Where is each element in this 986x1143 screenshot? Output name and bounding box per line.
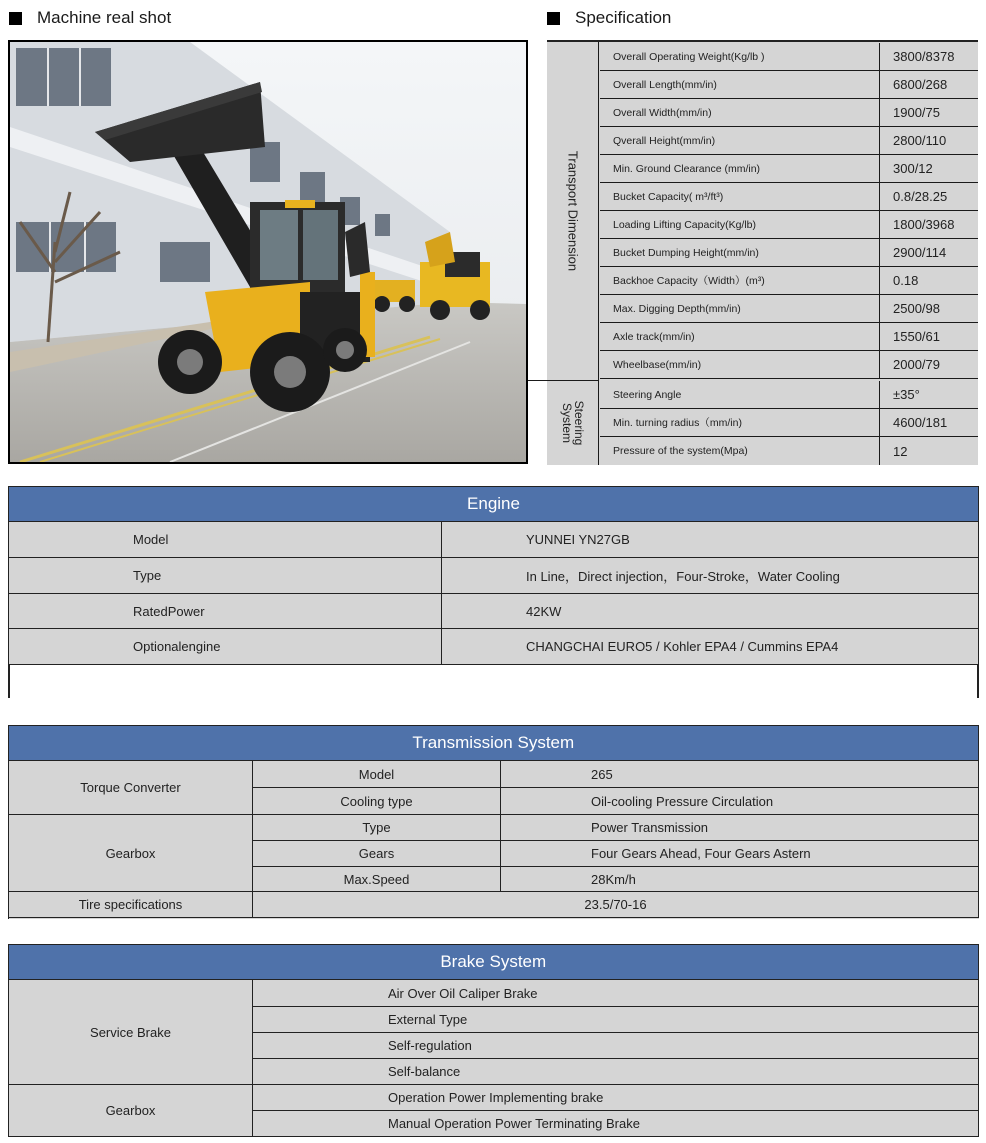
brake-item: Self-balance	[253, 1059, 979, 1085]
spec-value: 12	[893, 443, 908, 459]
brake-item: Manual Operation Power Terminating Brake	[253, 1111, 979, 1137]
spec-key: Min. Ground Clearance (mm/in)	[600, 155, 880, 182]
square-bullet-icon	[547, 12, 560, 25]
engine-left-rule	[8, 665, 10, 698]
transmission-key: Gears	[253, 841, 501, 867]
spec-value: 2000/79	[893, 357, 940, 372]
gearbox-label: Gearbox	[9, 815, 253, 892]
engine-key: Optionalengine	[8, 629, 442, 665]
spec-key: Bucket Capacity( m³/ft³)	[600, 183, 880, 210]
spec-key: Backhoe Capacity（Width）(m³)	[600, 267, 880, 294]
group-label: Transport Dimension	[565, 150, 580, 272]
spec-key: Overall Width(mm/in)	[600, 99, 880, 126]
engine-table	[8, 486, 979, 698]
spec-key: Qverall Height(mm/in)	[600, 127, 880, 154]
engine-key: Type	[8, 558, 442, 594]
spec-value: 6800/268	[893, 77, 948, 92]
transmission-value: Oil-cooling Pressure Circulation	[501, 788, 979, 815]
spec-value: 2900/114	[893, 245, 947, 260]
brake-gearbox-label: Gearbox	[9, 1085, 253, 1137]
spec-key: Pressure of the system(Mpa)	[600, 437, 880, 465]
brake-header: Brake System	[8, 944, 980, 980]
engine-key: Model	[8, 522, 442, 558]
tire-value: 23.5/70-16	[253, 892, 979, 918]
square-bullet-icon	[9, 12, 22, 25]
spec-value: 1900/75	[893, 105, 940, 120]
spec-row	[600, 437, 978, 465]
spec-key: Overall Operating Weight(Kg/lb )	[600, 43, 880, 70]
spec-value: 0.18	[893, 273, 919, 288]
group-divider	[528, 380, 599, 381]
steering-system-group	[547, 380, 599, 465]
machine-shot-heading	[9, 7, 171, 29]
transmission-value: 28Km/h	[501, 867, 979, 892]
spec-key: Max. Digging Depth(mm/in)	[600, 295, 880, 322]
spec-row	[600, 43, 978, 71]
engine-header: Engine	[8, 486, 979, 522]
spec-value: 2500/98	[893, 301, 940, 316]
spec-value: 3800/8378	[893, 49, 955, 64]
spec-row	[600, 409, 978, 437]
spec-key: Overall Length(mm/in)	[600, 71, 880, 98]
spec-value: 300/12	[893, 161, 933, 176]
transmission-key: Max.Speed	[253, 867, 501, 892]
engine-value: CHANGCHAI EURO5 / Kohler EPA4 / Cummins EPA4	[442, 629, 979, 665]
brake-item: External Type	[253, 1007, 979, 1033]
spec-row	[600, 295, 978, 323]
machine-photo	[8, 40, 528, 464]
group-label: Steering System	[559, 400, 586, 445]
spec-value: 0.8/28.25	[893, 189, 948, 204]
engine-key: RatedPower	[8, 594, 442, 629]
brake-item: Operation Power Implementing brake	[253, 1085, 979, 1111]
transmission-key: Cooling type	[253, 788, 501, 815]
transmission-key: Type	[253, 815, 501, 841]
spec-value: 2800/110	[893, 133, 947, 148]
specification-table	[547, 40, 978, 465]
spec-row	[600, 267, 978, 295]
spec-key: Steering Angle	[600, 381, 880, 408]
spec-row	[600, 351, 978, 379]
spec-row	[600, 71, 978, 99]
spec-row	[600, 239, 978, 267]
transmission-value: Power Transmission	[501, 815, 979, 841]
brake-table	[8, 944, 979, 1137]
engine-right-rule	[977, 665, 979, 698]
heading-text: Specification	[575, 8, 672, 27]
transmission-value: 265	[501, 761, 979, 788]
transmission-table	[8, 725, 979, 919]
spec-value: 1800/3968	[893, 217, 955, 232]
spec-key: Axle track(mm/in)	[600, 323, 880, 350]
spec-row	[600, 323, 978, 351]
spec-row	[600, 381, 978, 409]
spec-row	[600, 211, 978, 239]
engine-value: 42KW	[442, 594, 979, 629]
brake-item: Air Over Oil Caliper Brake	[253, 980, 979, 1007]
spec-key: Min. turning radius（mm/in)	[600, 409, 880, 436]
spec-key: Bucket Dumping Height(mm/in)	[600, 239, 880, 266]
engine-value: YUNNEI YN27GB	[442, 522, 979, 558]
spec-value: ±35°	[893, 387, 920, 402]
spec-row	[600, 155, 978, 183]
service-brake-label: Service Brake	[9, 980, 253, 1085]
specification-heading	[547, 7, 671, 29]
spec-value: 1550/61	[893, 329, 940, 344]
heading-text: Machine real shot	[37, 8, 172, 27]
spec-value: 4600/181	[893, 415, 948, 430]
torque-converter-label: Torque Converter	[9, 761, 253, 815]
brake-item: Self-regulation	[253, 1033, 979, 1059]
transmission-value: Four Gears Ahead, Four Gears Astern	[501, 841, 979, 867]
spec-key: Wheelbase(mm/in)	[600, 351, 880, 378]
spec-row	[600, 127, 978, 155]
tire-label: Tire specifications	[9, 892, 253, 918]
engine-value: In Line，Direct injection，Four-Stroke，Water Cooling	[442, 558, 979, 594]
transport-dimension-group	[547, 42, 599, 380]
spec-row	[600, 183, 978, 211]
transmission-key: Model	[253, 761, 501, 788]
spec-key: Loading Lifting Capacity(Kg/lb)	[600, 211, 880, 238]
transmission-header: Transmission System	[8, 725, 980, 761]
spec-row	[600, 99, 978, 127]
